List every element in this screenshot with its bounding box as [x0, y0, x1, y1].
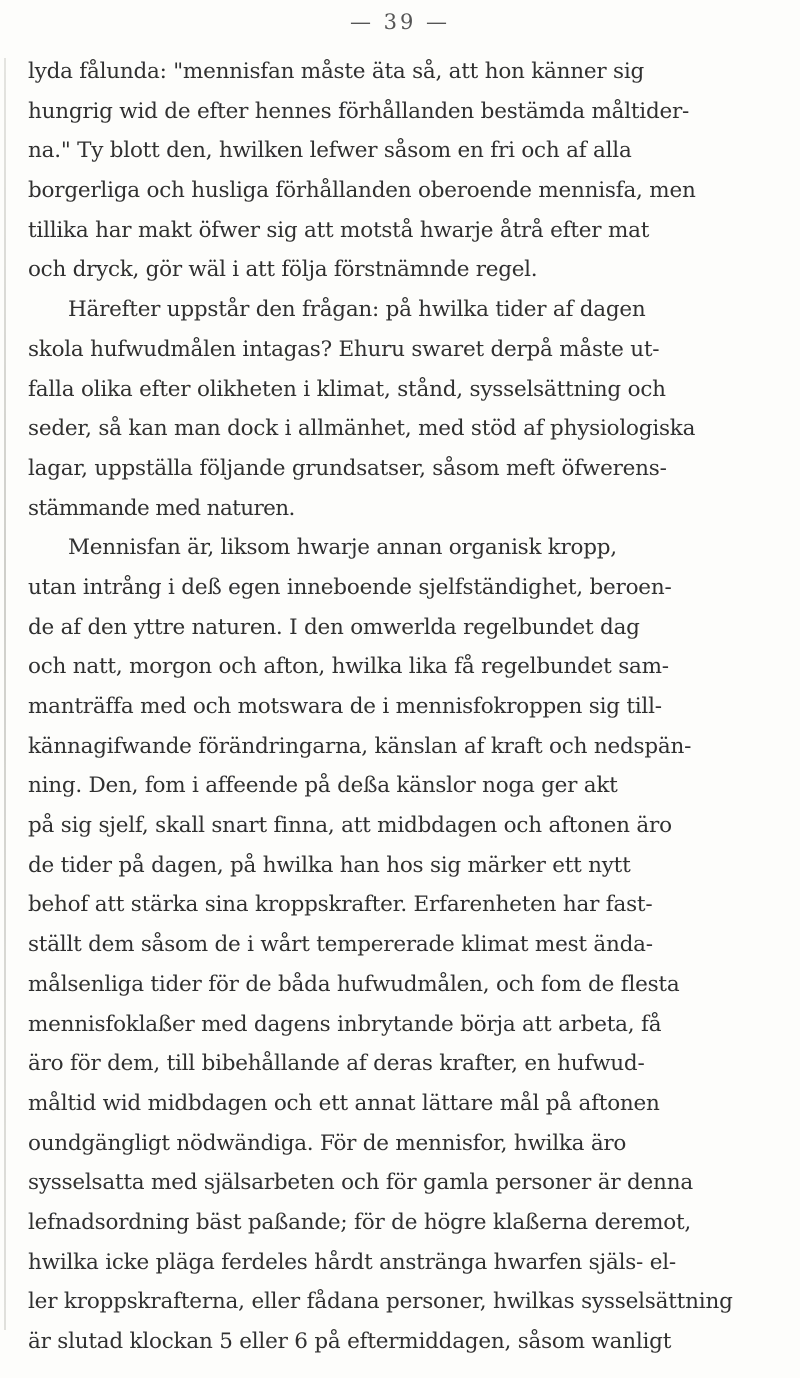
- text-line: falla olika efter olikheten i klimat, stånd, sysselsättning och: [28, 376, 666, 402]
- text-line: mennisfoklaßer med dagens inbrytande börja att arbeta, få: [28, 1011, 662, 1037]
- text-line: borgerliga och husliga förhållanden oberoende mennisfa, men: [28, 178, 696, 204]
- text-line: Härefter uppstår den frågan: på hwilka tider af dagen: [68, 297, 646, 323]
- text-line: kännagifwande förändringarna, känslan af kraft och nedspän-: [28, 733, 692, 759]
- text-line: måltid wid midbdagen och ett annat lättare mål på aftonen: [28, 1090, 660, 1116]
- text-line: stämmande med naturen.: [28, 495, 295, 521]
- text-line: seder, så kan man dock i allmänhet, med stöd af physiologiska: [28, 416, 696, 442]
- text-line: na." Ty blott den, hwilken lefwer såsom en fri och af alla: [28, 138, 632, 164]
- text-line: utan intrång i deß egen inneboende sjelfständighet, beroen-: [28, 574, 672, 600]
- text-line: ning. Den, fom i affeende på deßa känslor noga ger akt: [28, 773, 618, 799]
- text-line: målsenliga tider för de båda hufwudmålen, och fom de flesta: [28, 971, 680, 997]
- text-line: på sig sjelf, skall snart finna, att midbdagen och aftonen äro: [28, 813, 672, 839]
- text-line: lagar, uppställa följande grundsatser, såsom meft öfwerens-: [28, 455, 667, 481]
- text-line: och natt, morgon och afton, hwilka lika få regelbundet sam-: [28, 654, 669, 680]
- text-line: de tider på dagen, på hwilka han hos sig märker ett nytt: [28, 852, 631, 878]
- body-text: [28, 52, 786, 1362]
- text-line: är slutad klockan 5 eller 6 på eftermiddagen, såsom wanligt: [28, 1329, 672, 1354]
- text-line: behof att stärka sina kroppskrafter. Erfarenheten har fast-: [28, 892, 653, 918]
- text-line: lefnadsordning bäst paßande; för de högre klaßerna deremot,: [28, 1209, 692, 1235]
- page-number: — 39 —: [349, 10, 451, 34]
- text-line: oundgängligt nödwändiga. För de mennisfor, hwilka äro: [28, 1130, 627, 1156]
- text-line: manträffa med och motswara de i mennisfokroppen sig till-: [28, 694, 662, 719]
- text-line: hungrig wid de efter hennes förhållanden bestämda måltider-: [28, 98, 690, 124]
- text-line: äro för dem, till bibehållande af deras krafter, en hufwud-: [28, 1051, 645, 1077]
- text-line: de af den yttre naturen. I den omwerlda regelbundet dag: [28, 614, 640, 640]
- text-line: ställt dem såsom de i wårt tempererade klimat mest ända-: [28, 932, 653, 958]
- text-line: sysselsatta med själsarbeten och för gamla personer är denna: [28, 1170, 693, 1196]
- text-line: Mennisfan är, liksom hwarje annan organisk kropp,: [68, 535, 617, 561]
- text-line: lyda fålunda: "mennisfan måste äta så, att hon känner sig: [28, 59, 645, 84]
- text-line: och dryck, gör wäl i att följa förstnämnde regel.: [28, 257, 538, 283]
- text-line: tillika har makt öfwer sig att motstå hwarje åtrå efter mat: [28, 217, 650, 243]
- text-line: ler kroppskrafterna, eller fådana personer, hwilkas sysselsättning: [28, 1289, 733, 1315]
- scan-edge-shadow: [4, 58, 6, 1330]
- text-line: skola hufwudmålen intagas? Ehuru swaret derpå måste ut-: [28, 336, 660, 362]
- text-line: hwilka icke pläga ferdeles hårdt anstränga hwarfen själs- el-: [28, 1249, 676, 1275]
